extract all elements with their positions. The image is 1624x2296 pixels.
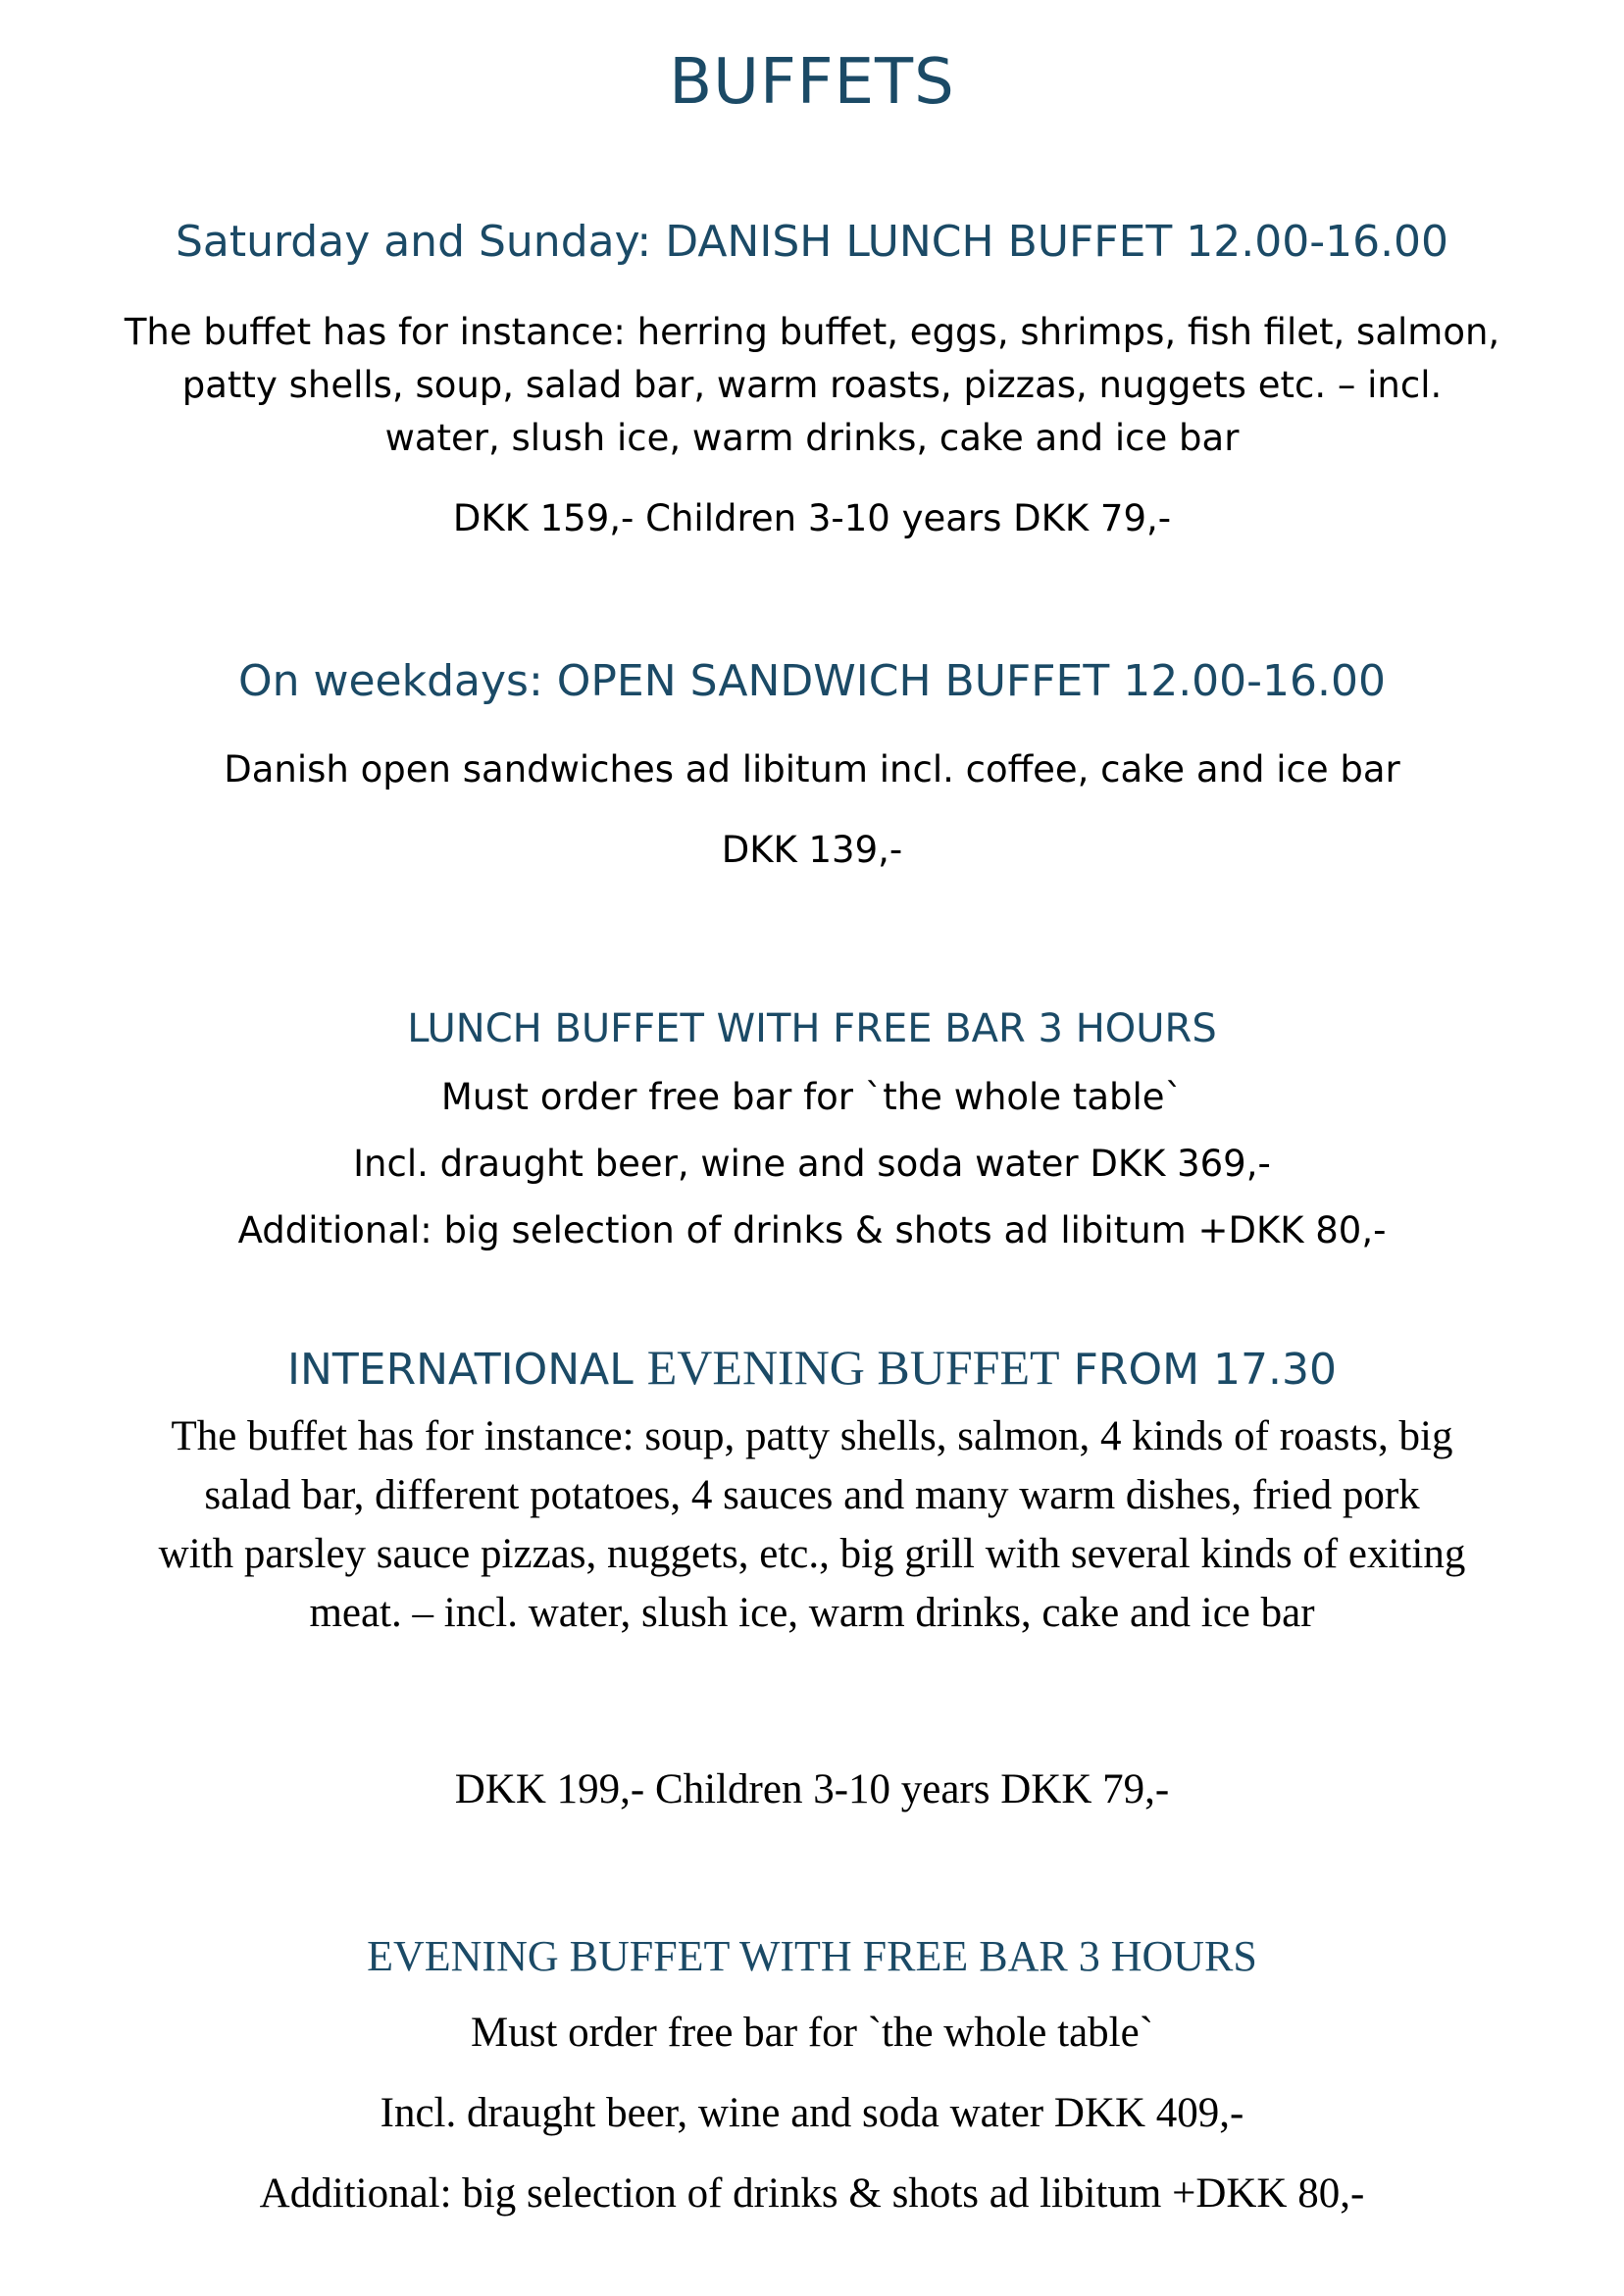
heading-part: FROM 17.30 xyxy=(1059,1345,1337,1395)
section-line: Must order free bar for `the whole table` xyxy=(470,2010,1154,2056)
section-heading-international-evening-buffet xyxy=(0,1340,1624,1397)
section-heading-danish-lunch-buffet: Saturday and Sunday: DANISH LUNCH BUFFET 12.00-16.00 xyxy=(175,217,1449,267)
section-description-line: The buffet has for instance: herring buffet, eggs, shrimps, fish filet, salmon, xyxy=(124,311,1500,353)
section-price: DKK 159,- Children 3-10 years DKK 79,- xyxy=(452,497,1172,539)
section-description-line: meat. – incl. water, slush ice, warm drinks, cake and ice bar xyxy=(309,1590,1315,1636)
heading-part: INTERNATIONAL xyxy=(287,1345,647,1395)
section-description-line: with parsley sauce pizzas, nuggets, etc., big grill with several kinds of exiting xyxy=(158,1531,1466,1577)
section-line: Incl. draught beer, wine and soda water DKK 409,- xyxy=(380,2090,1244,2136)
heading-part: EVENING BUFFET xyxy=(646,1340,1060,1395)
section-line: Incl. draught beer, wine and soda water DKK 369,- xyxy=(353,1143,1271,1185)
section-price: DKK 139,- xyxy=(721,829,903,871)
section-line: Additional: big selection of drinks & shots ad libitum +DKK 80,- xyxy=(237,1209,1387,1251)
section-description-line: salad bar, different potatoes, 4 sauces and many warm dishes, fried pork xyxy=(204,1472,1420,1518)
section-description-line: The buffet has for instance: soup, patty shells, salmon, 4 kinds of roasts, big xyxy=(171,1413,1453,1459)
section-line: Must order free bar for `the whole table` xyxy=(440,1076,1184,1118)
section-heading-open-sandwich-buffet: On weekdays: OPEN SANDWICH BUFFET 12.00-16.00 xyxy=(237,656,1387,706)
page-title: BUFFETS xyxy=(669,46,955,119)
section-description-line: Danish open sandwiches ad libitum incl. coffee, cake and ice bar xyxy=(224,748,1400,791)
section-line: Additional: big selection of drinks & shots ad libitum +DKK 80,- xyxy=(259,2170,1365,2217)
section-description-line: patty shells, soup, salad bar, warm roasts, pizzas, nuggets etc. – incl. xyxy=(181,364,1443,406)
section-description-line: water, slush ice, warm drinks, cake and ice bar xyxy=(384,417,1240,459)
section-heading-evening-free-bar: EVENING BUFFET WITH FREE BAR 3 HOURS xyxy=(367,1932,1257,1980)
section-price: DKK 199,- Children 3-10 years DKK 79,- xyxy=(454,1766,1170,1812)
section-heading-lunch-free-bar: LUNCH BUFFET WITH FREE BAR 3 HOURS xyxy=(407,1006,1217,1051)
